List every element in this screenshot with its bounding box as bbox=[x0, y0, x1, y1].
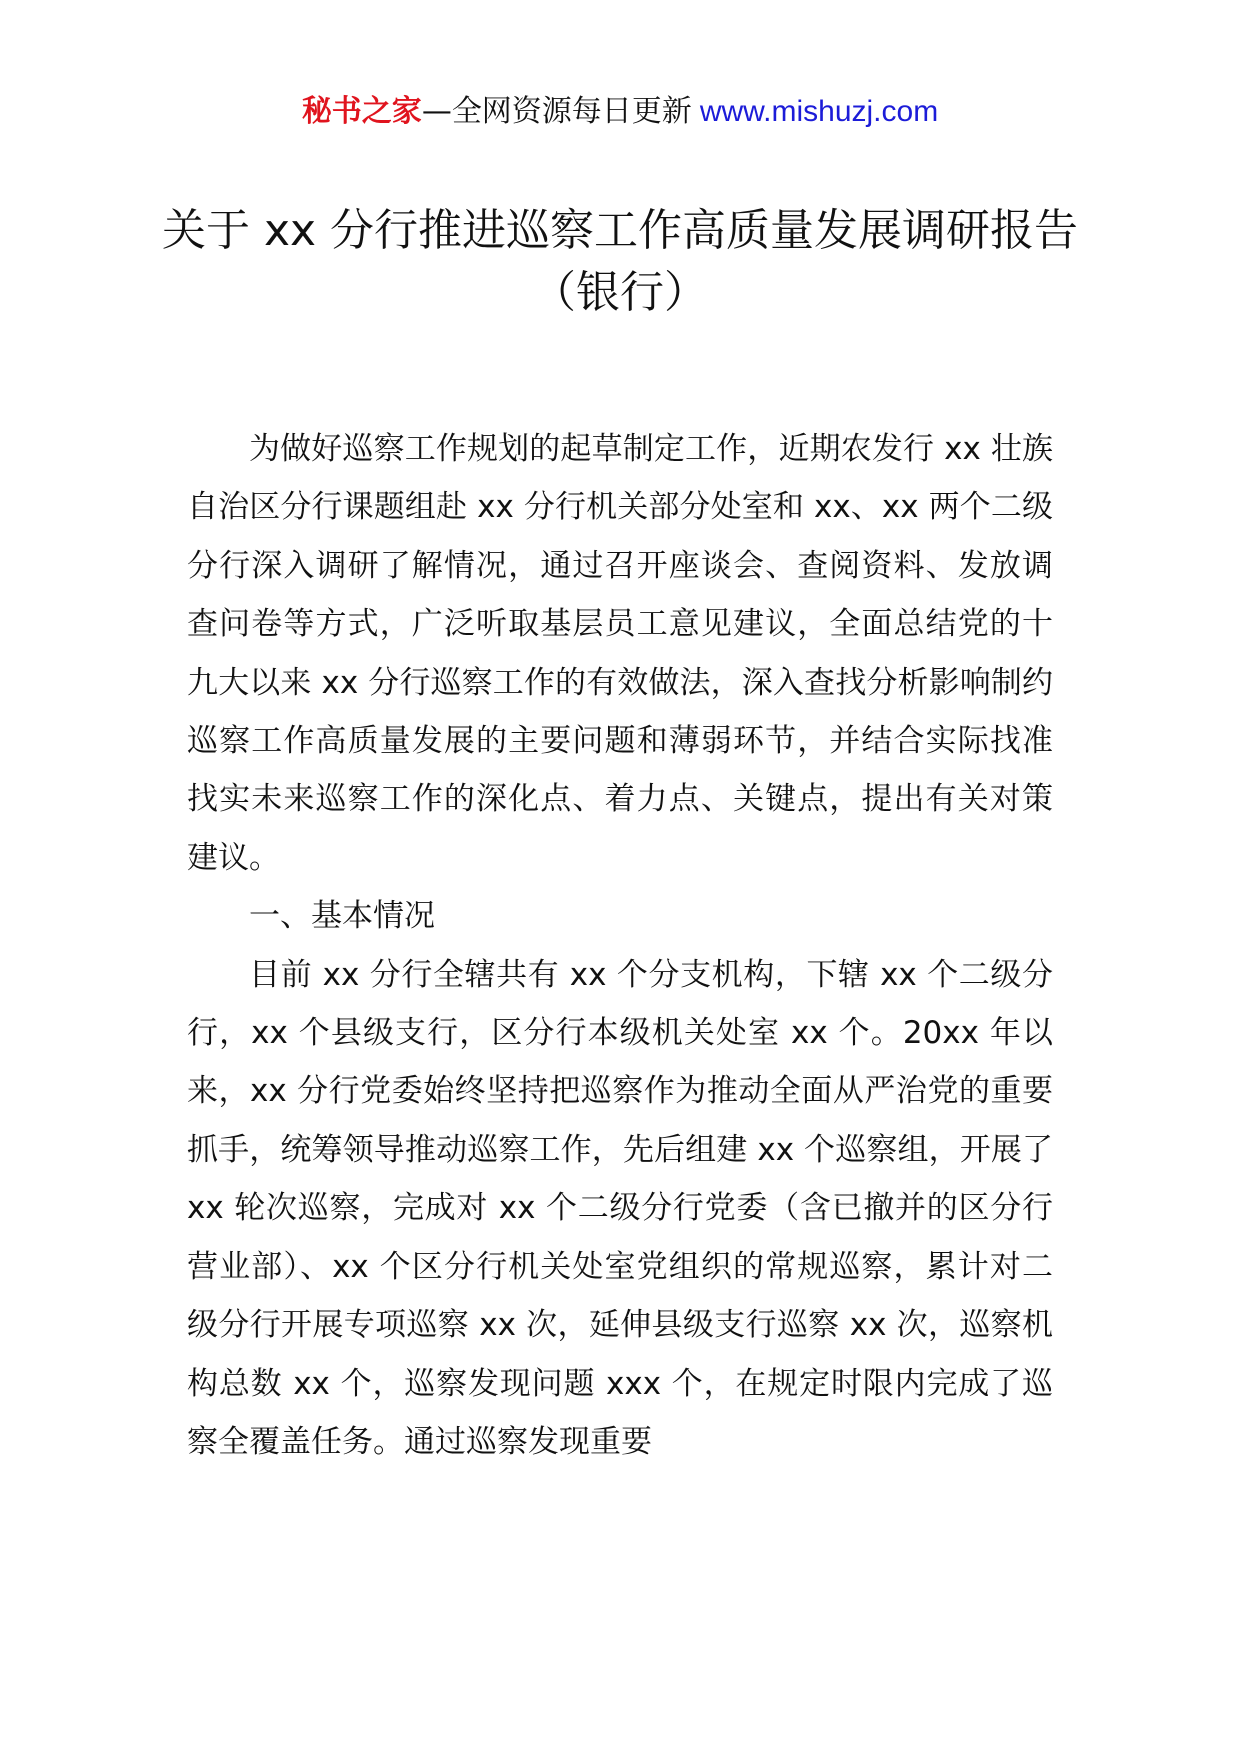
site-header bbox=[0, 92, 1240, 132]
intro-paragraph: 为做好巡察工作规划的起草制定工作，近期农发行 xx 壮族自治区分行课题组赴 xx 分行机关部分处室和 xx、xx 两个二级分行深入调研了解情况，通过召开座谈会、查阅资料、发放调查问卷等方式，广泛听取基层员工意见建议，全面总结党的十九大以来 xx 分行巡察工作的有效做法，深入查找分析影响制约巡察工作高质量发展的主要问题和薄弱环节，并结合实际找准找实未来巡察工作的深化点、着力点、关键点，提出有关对策建议。 bbox=[187, 431, 1053, 876]
site-url-link[interactable]: www.mishuzj.com bbox=[699, 95, 939, 128]
brand-name: 秘书之家 bbox=[301, 94, 422, 129]
document-body bbox=[187, 420, 1053, 1471]
section-heading-basic-situation: 一、基本情况 bbox=[249, 898, 435, 935]
document-title: 关于 xx 分行推进巡察工作高质量发展调研报告（银行） bbox=[161, 205, 1079, 318]
basic-situation-paragraph: 目前 xx 分行全辖共有 xx 个分支机构，下辖 xx 个二级分行，xx 个县级支行，区分行本级机关处室 xx 个。20xx 年以来，xx 分行党委始终坚持把巡察作为推动全面从严治党的重要抓手，统筹领导推动巡察工作，先后组建 xx 个巡察组，开展了 xx 轮次巡察，完成对 xx 个二级分行党委（含已撤并的区分行营业部）、xx 个区分行机关处室党组织的常规巡察，累计对二级分行开展专项巡察 xx 次，延伸县级支行巡察 xx 次，巡察机构总数 xx 个，巡察发现问题 xxx 个，在规定时限内完成了巡察全覆盖任务。通过巡察发现重要 bbox=[187, 956, 1053, 1460]
header-slogan: —全网资源每日更新 bbox=[421, 94, 692, 129]
